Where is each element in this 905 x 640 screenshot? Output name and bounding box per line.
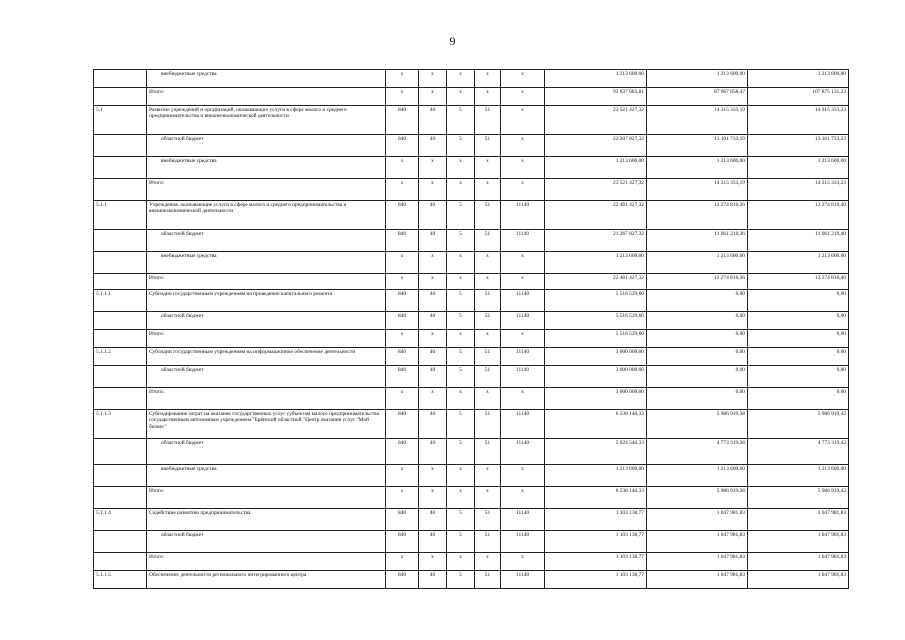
- cell-cs1: 51: [475, 201, 501, 230]
- cell-cs2: x: [501, 553, 545, 571]
- value-year-3: 1 213 600,00: [748, 252, 849, 274]
- table-row: [94, 106, 849, 135]
- table-row: [94, 252, 849, 274]
- cell-cs2: x: [501, 106, 545, 135]
- cell-rz: 40: [419, 410, 447, 439]
- cell-grbs: x: [386, 88, 419, 106]
- row-code: [94, 531, 147, 553]
- cell-rz: 40: [419, 290, 447, 312]
- cell-grbs: 840: [386, 230, 419, 252]
- cell-cs1: x: [475, 388, 501, 410]
- cell-grbs: x: [386, 274, 419, 290]
- table-row: [94, 388, 849, 410]
- table-row: [94, 201, 849, 230]
- row-name: Итого:: [147, 330, 386, 348]
- value-year-1: 22 307 827,32: [545, 135, 647, 157]
- cell-rz: 40: [419, 509, 447, 531]
- cell-pr: x: [447, 487, 475, 509]
- value-year-1: 1 213 600,00: [545, 465, 647, 487]
- value-year-3: 1 047 981,83: [748, 531, 849, 553]
- row-code: [94, 157, 147, 179]
- cell-pr: 5: [447, 410, 475, 439]
- budget-table: [93, 69, 849, 589]
- row-name: Субсидии государственным учреждениям на проведение капитального ремонта: [147, 290, 386, 312]
- value-year-1: 21 267 827,32: [545, 230, 647, 252]
- cell-cs2: x: [501, 157, 545, 179]
- row-name: областной бюджет: [147, 439, 386, 465]
- value-year-1: 1 103 138,77: [545, 509, 647, 531]
- row-name: областной бюджет: [147, 366, 386, 388]
- table-row: [94, 439, 849, 465]
- value-year-1: 5 516 529,60: [545, 312, 647, 330]
- table-row: [94, 487, 849, 509]
- row-name: областной бюджет: [147, 135, 386, 157]
- cell-grbs: 840: [386, 410, 419, 439]
- table-row: [94, 366, 849, 388]
- cell-cs1: 51: [475, 348, 501, 366]
- cell-pr: 5: [447, 201, 475, 230]
- table-row: [94, 290, 849, 312]
- cell-pr: 5: [447, 509, 475, 531]
- value-year-2: 1 047 981,83: [647, 571, 748, 589]
- value-year-2: 5 986 919,38: [647, 410, 748, 439]
- row-name: областной бюджет: [147, 230, 386, 252]
- cell-pr: x: [447, 465, 475, 487]
- row-code: [94, 366, 147, 388]
- cell-cs1: x: [475, 252, 501, 274]
- value-year-3: 1 047 981,83: [748, 553, 849, 571]
- cell-rz: x: [419, 330, 447, 348]
- cell-rz: x: [419, 553, 447, 571]
- cell-cs1: 51: [475, 106, 501, 135]
- cell-cs1: x: [475, 70, 501, 88]
- value-year-1: 6 238 146,33: [545, 410, 647, 439]
- row-code: 5.1.1.1: [94, 290, 147, 312]
- row-name: внебюджетные средства: [147, 70, 386, 88]
- value-year-2: 0,00: [647, 348, 748, 366]
- cell-cs2: 11140: [501, 509, 545, 531]
- cell-rz: 40: [419, 531, 447, 553]
- cell-rz: 40: [419, 439, 447, 465]
- row-code: [94, 487, 147, 509]
- cell-pr: x: [447, 388, 475, 410]
- value-year-1: 23 521 427,32: [545, 179, 647, 201]
- cell-cs1: x: [475, 330, 501, 348]
- cell-cs1: x: [475, 179, 501, 201]
- cell-pr: 5: [447, 348, 475, 366]
- cell-cs2: 11140: [501, 312, 545, 330]
- value-year-3: 107 875 131,23: [748, 88, 849, 106]
- cell-cs2: 11140: [501, 201, 545, 230]
- budget-table-body: [94, 70, 849, 589]
- cell-cs1: 51: [475, 230, 501, 252]
- row-code: 5.1.1.2: [94, 348, 147, 366]
- cell-cs2: x: [501, 465, 545, 487]
- value-year-2: 0,00: [647, 330, 748, 348]
- row-code: [94, 88, 147, 106]
- table-row: [94, 88, 849, 106]
- cell-rz: 40: [419, 366, 447, 388]
- value-year-3: 0,00: [748, 330, 849, 348]
- cell-cs2: x: [501, 88, 545, 106]
- cell-cs2: x: [501, 388, 545, 410]
- cell-cs2: x: [501, 274, 545, 290]
- cell-cs1: 51: [475, 439, 501, 465]
- table-row: [94, 135, 849, 157]
- cell-rz: 40: [419, 571, 447, 589]
- value-year-1: 1 213 600,00: [545, 157, 647, 179]
- cell-rz: x: [419, 157, 447, 179]
- cell-cs1: x: [475, 274, 501, 290]
- table-row: [94, 571, 849, 589]
- table-row: [94, 348, 849, 366]
- table-row: [94, 410, 849, 439]
- row-name: Итого:: [147, 388, 386, 410]
- value-year-1: 6 238 146,33: [545, 487, 647, 509]
- cell-pr: 5: [447, 135, 475, 157]
- value-year-3: 14 315 333,23: [748, 179, 849, 201]
- cell-grbs: 840: [386, 312, 419, 330]
- value-year-2: 87 967 858,47: [647, 88, 748, 106]
- table-row: [94, 312, 849, 330]
- value-year-3: 12 274 810,40: [748, 274, 849, 290]
- cell-grbs: x: [386, 330, 419, 348]
- value-year-1: 1 213 600,00: [545, 70, 647, 88]
- row-name: Учреждения, оказывающие услуги в сфере малого и среднего предпринимательства и внешнеэкономической деятельности: [147, 201, 386, 230]
- cell-cs1: 51: [475, 290, 501, 312]
- table-row: [94, 179, 849, 201]
- row-name: Итого:: [147, 179, 386, 201]
- cell-rz: 40: [419, 312, 447, 330]
- value-year-3: 0,00: [748, 388, 849, 410]
- value-year-2: 0,00: [647, 366, 748, 388]
- cell-grbs: x: [386, 252, 419, 274]
- value-year-1: 22 481 427,32: [545, 274, 647, 290]
- row-code: 5.1.1.5: [94, 571, 147, 589]
- row-code: [94, 274, 147, 290]
- cell-cs1: 51: [475, 531, 501, 553]
- page-number: 9: [449, 34, 456, 48]
- value-year-3: 1 213 600,00: [748, 465, 849, 487]
- cell-cs1: x: [475, 157, 501, 179]
- cell-rz: x: [419, 487, 447, 509]
- cell-grbs: x: [386, 70, 419, 88]
- value-year-3: 13 101 733,23: [748, 135, 849, 157]
- value-year-2: 1 213 600,00: [647, 465, 748, 487]
- row-name: Субсидирование затрат на оказание государственных услуг субъектам малого предпринимательства государственным автономным учреждением "Брянский областной "Центр оказания услуг "Мой бизнес": [147, 410, 386, 439]
- cell-cs1: 51: [475, 410, 501, 439]
- cell-cs2: 11140: [501, 531, 545, 553]
- cell-grbs: x: [386, 465, 419, 487]
- cell-pr: 5: [447, 571, 475, 589]
- row-code: [94, 388, 147, 410]
- cell-pr: x: [447, 252, 475, 274]
- row-code: 5.1.1: [94, 201, 147, 230]
- row-code: [94, 135, 147, 157]
- cell-rz: 40: [419, 348, 447, 366]
- value-year-2: 13 101 733,19: [647, 135, 748, 157]
- value-year-3: 1 047 981,83: [748, 571, 849, 589]
- value-year-1: 1 103 138,77: [545, 553, 647, 571]
- table-row: [94, 70, 849, 88]
- cell-rz: x: [419, 88, 447, 106]
- value-year-3: 0,00: [748, 290, 849, 312]
- cell-rz: 40: [419, 201, 447, 230]
- cell-cs1: 51: [475, 312, 501, 330]
- cell-cs1: x: [475, 553, 501, 571]
- cell-pr: 5: [447, 366, 475, 388]
- cell-grbs: x: [386, 487, 419, 509]
- cell-rz: x: [419, 70, 447, 88]
- value-year-3: 4 773 319,42: [748, 439, 849, 465]
- value-year-1: 5 516 529,60: [545, 290, 647, 312]
- cell-rz: x: [419, 274, 447, 290]
- row-name: областной бюджет: [147, 531, 386, 553]
- cell-pr: x: [447, 70, 475, 88]
- row-name: Итого:: [147, 274, 386, 290]
- cell-cs2: x: [501, 70, 545, 88]
- cell-cs2: x: [501, 330, 545, 348]
- row-name: Субсидии государственным учреждениям на информационное обеспечение деятельности: [147, 348, 386, 366]
- cell-cs1: 51: [475, 571, 501, 589]
- cell-cs2: 11140: [501, 348, 545, 366]
- cell-grbs: 840: [386, 531, 419, 553]
- value-year-1: 22 481 427,32: [545, 201, 647, 230]
- cell-cs2: x: [501, 135, 545, 157]
- row-name: Обеспечение деятельности регионального интегрированного центра: [147, 571, 386, 589]
- cell-rz: x: [419, 252, 447, 274]
- cell-pr: x: [447, 157, 475, 179]
- row-code: 5.1: [94, 106, 147, 135]
- value-year-1: 5 024 546,33: [545, 439, 647, 465]
- cell-grbs: 840: [386, 106, 419, 135]
- row-name: Итого:: [147, 487, 386, 509]
- value-year-3: 1 213 600,00: [748, 157, 849, 179]
- table-row: [94, 531, 849, 553]
- cell-pr: x: [447, 274, 475, 290]
- cell-grbs: x: [386, 179, 419, 201]
- cell-cs1: x: [475, 88, 501, 106]
- value-year-1: 1 103 138,77: [545, 571, 647, 589]
- row-name: внебюджетные средства: [147, 252, 386, 274]
- table-row: [94, 230, 849, 252]
- cell-rz: x: [419, 179, 447, 201]
- cell-cs1: 51: [475, 366, 501, 388]
- row-name: внебюджетные средства: [147, 157, 386, 179]
- value-year-2: 5 986 919,38: [647, 487, 748, 509]
- row-code: [94, 179, 147, 201]
- value-year-3: 0,00: [748, 366, 849, 388]
- row-name: областной бюджет: [147, 312, 386, 330]
- value-year-3: 1 047 981,83: [748, 509, 849, 531]
- value-year-2: 14 315 333,19: [647, 179, 748, 201]
- value-year-3: 0,00: [748, 348, 849, 366]
- cell-cs2: 11140: [501, 290, 545, 312]
- table-row: [94, 274, 849, 290]
- value-year-2: 1 213 600,00: [647, 157, 748, 179]
- value-year-1: 93 637 083,81: [545, 88, 647, 106]
- value-year-1: 3 000 000,00: [545, 366, 647, 388]
- value-year-1: 23 521 427,32: [545, 106, 647, 135]
- value-year-2: 0,00: [647, 312, 748, 330]
- cell-grbs: 840: [386, 348, 419, 366]
- table-row: [94, 465, 849, 487]
- cell-pr: 5: [447, 230, 475, 252]
- value-year-3: 14 315 333,23: [748, 106, 849, 135]
- value-year-2: 0,00: [647, 290, 748, 312]
- value-year-3: 5 986 919,42: [748, 487, 849, 509]
- cell-rz: x: [419, 465, 447, 487]
- row-name: внебюджетные средства: [147, 465, 386, 487]
- cell-pr: 5: [447, 106, 475, 135]
- value-year-1: 1 103 138,77: [545, 531, 647, 553]
- cell-rz: 40: [419, 135, 447, 157]
- cell-cs1: 51: [475, 509, 501, 531]
- cell-pr: 5: [447, 312, 475, 330]
- value-year-3: 5 986 919,42: [748, 410, 849, 439]
- cell-pr: 5: [447, 439, 475, 465]
- cell-grbs: 840: [386, 201, 419, 230]
- table-row: [94, 157, 849, 179]
- value-year-2: 0,00: [647, 388, 748, 410]
- cell-grbs: x: [386, 553, 419, 571]
- cell-cs1: 51: [475, 135, 501, 157]
- row-code: [94, 553, 147, 571]
- value-year-1: 1 213 600,00: [545, 252, 647, 274]
- value-year-2: 11 061 210,36: [647, 230, 748, 252]
- value-year-2: 1 047 981,83: [647, 531, 748, 553]
- value-year-2: 1 213 600,00: [647, 70, 748, 88]
- row-name: Развитие учреждений и организаций, оказывающих услуги в сфере малого и среднего предпринимательства и внешнеэкономической деятельности: [147, 106, 386, 135]
- cell-pr: x: [447, 330, 475, 348]
- cell-cs2: x: [501, 487, 545, 509]
- cell-grbs: 840: [386, 439, 419, 465]
- cell-pr: x: [447, 88, 475, 106]
- cell-cs2: 11140: [501, 410, 545, 439]
- value-year-2: 1 047 981,83: [647, 553, 748, 571]
- cell-rz: 40: [419, 230, 447, 252]
- cell-grbs: 840: [386, 290, 419, 312]
- row-name: Содействие развитию предпринимательства: [147, 509, 386, 531]
- row-code: [94, 312, 147, 330]
- value-year-2: 12 274 810,36: [647, 201, 748, 230]
- row-code: 5.1.1.4: [94, 509, 147, 531]
- cell-cs2: x: [501, 252, 545, 274]
- row-code: [94, 70, 147, 88]
- value-year-3: 0,00: [748, 312, 849, 330]
- value-year-2: 4 773 319,38: [647, 439, 748, 465]
- cell-grbs: 840: [386, 366, 419, 388]
- row-code: [94, 230, 147, 252]
- value-year-1: 3 000 000,00: [545, 388, 647, 410]
- cell-cs2: 11140: [501, 230, 545, 252]
- cell-cs2: 11140: [501, 439, 545, 465]
- cell-cs1: x: [475, 465, 501, 487]
- value-year-2: 1 213 600,00: [647, 252, 748, 274]
- value-year-3: 12 274 810,40: [748, 201, 849, 230]
- cell-pr: x: [447, 553, 475, 571]
- table-row: [94, 509, 849, 531]
- row-code: [94, 439, 147, 465]
- table-row: [94, 330, 849, 348]
- row-code: [94, 252, 147, 274]
- cell-cs2: 11140: [501, 571, 545, 589]
- cell-pr: x: [447, 179, 475, 201]
- value-year-2: 1 047 981,83: [647, 509, 748, 531]
- row-code: 5.1.1.3: [94, 410, 147, 439]
- value-year-3: 1 213 600,00: [748, 70, 849, 88]
- cell-grbs: 840: [386, 509, 419, 531]
- value-year-2: 12 274 810,36: [647, 274, 748, 290]
- cell-grbs: 840: [386, 135, 419, 157]
- cell-grbs: x: [386, 157, 419, 179]
- row-code: [94, 465, 147, 487]
- cell-cs2: x: [501, 179, 545, 201]
- row-name: Итого:: [147, 88, 386, 106]
- cell-pr: 5: [447, 290, 475, 312]
- cell-rz: 40: [419, 106, 447, 135]
- cell-grbs: x: [386, 388, 419, 410]
- row-name: Итого:: [147, 553, 386, 571]
- row-code: [94, 330, 147, 348]
- cell-grbs: 840: [386, 571, 419, 589]
- value-year-1: 3 000 000,00: [545, 348, 647, 366]
- cell-rz: x: [419, 388, 447, 410]
- cell-cs2: 11140: [501, 366, 545, 388]
- cell-cs1: x: [475, 487, 501, 509]
- value-year-1: 5 516 529,60: [545, 330, 647, 348]
- cell-pr: 5: [447, 531, 475, 553]
- table-row: [94, 553, 849, 571]
- value-year-3: 11 061 210,40: [748, 230, 849, 252]
- value-year-2: 14 315 333,19: [647, 106, 748, 135]
